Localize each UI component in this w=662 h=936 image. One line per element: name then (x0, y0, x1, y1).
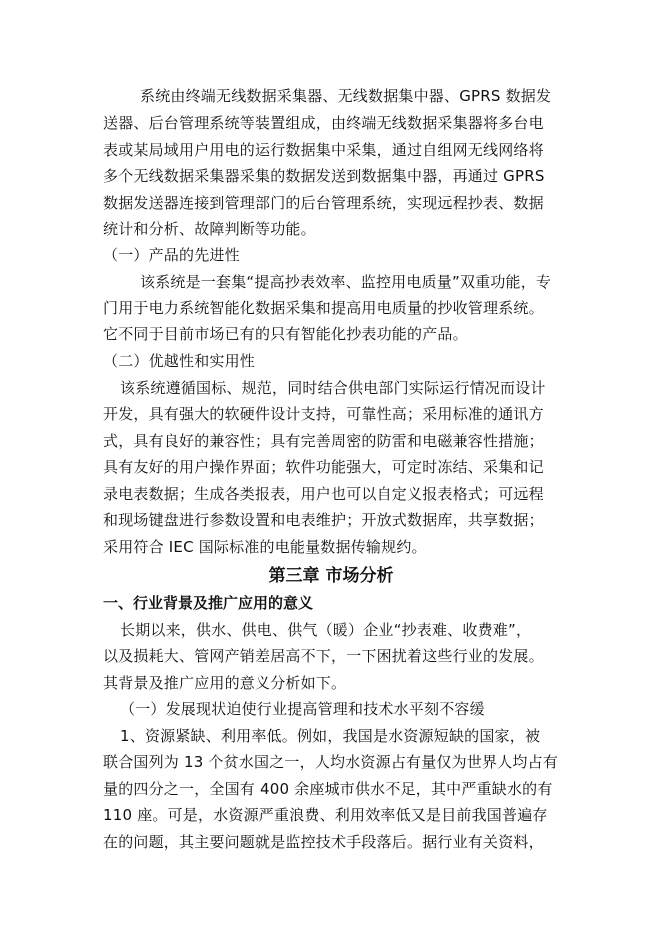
subheading: （二）优越性和实用性 (103, 352, 256, 370)
paragraph-line: 110 座。可是，水资源严重浪费、利用效率低又是目前我国普遍存 (103, 806, 548, 824)
paragraph-line: 表或某局域用户用电的运行数据集中采集，通过自组网无线网络将 (103, 141, 544, 159)
paragraph-line: 在的问题，其主要问题就是监控技术手段落后。据行业有关资料， (103, 833, 544, 851)
paragraph-line: 该系统是一套集“提高抄表效率、监控用电质量”双重功能，专 (140, 273, 552, 291)
paragraph-line: 具有友好的用户操作界面；软件功能强大，可定时冻结、采集和记 (103, 458, 544, 476)
paragraph-line: 门用于电力系统智能化数据采集和提高用电质量的抄收管理系统。 (103, 299, 544, 317)
chapter-title: 第三章 市场分析 (268, 566, 394, 586)
paragraph-line: 它不同于目前市场已有的只有智能化抄表功能的产品。 (103, 325, 468, 343)
paragraph-line: 该系统遵循国标、规范，同时结合供电部门实际运行情况而设计 (120, 379, 546, 397)
paragraph-line: 以及损耗大、管网产销差居高不下，一下困扰着这些行业的发展。 (103, 647, 544, 665)
paragraph-line: 开发，具有强大的软硬件设计支持，可靠性高；采用标准的通讯方 (103, 405, 544, 423)
subheading: （一）发展现状迫使行业提高管理和技术水平刻不容缓 (120, 700, 485, 718)
subheading: （一）产品的先进性 (103, 246, 240, 264)
paragraph-line: 量的四分之一，全国有 400 余座城市供水不足，其中严重缺水的有 (103, 780, 553, 798)
paragraph-line: 系统由终端无线数据采集器、无线数据集中器、GPRS 数据发 (140, 87, 552, 105)
paragraph-line: 其背景及推广应用的意义分析如下。 (103, 674, 347, 692)
paragraph-line: 和现场键盘进行参数设置和电表维护；开放式数据库，共享数据； (103, 511, 544, 529)
paragraph-line: 联合国列为 13 个贫水国之一，人均水资源占有量仅为世界人均占有 (103, 753, 559, 771)
paragraph-line: 录电表数据；生成各类报表，用户也可以自定义报表格式；可远程 (103, 485, 544, 503)
paragraph-line: 送器、后台管理系统等装置组成，由终端无线数据采集器将多台电 (103, 114, 544, 132)
paragraph-line: 统计和分析、故障判断等功能。 (103, 220, 316, 238)
paragraph-line: 1、资源紧缺、利用率低。例如，我国是水资源短缺的国家，被 (120, 727, 541, 745)
section-heading: 一、行业背景及推广应用的意义 (103, 594, 314, 612)
paragraph-line: 长期以来，供水、供电、供气（暖）企业“抄表难、收费难”， (120, 621, 532, 639)
paragraph-line: 数据发送器连接到管理部门的后台管理系统，实现远程抄表、数据 (103, 194, 544, 212)
paragraph-line: 采用符合 IEC 国际标准的电能量数据传输规约。 (103, 538, 427, 556)
paragraph-line: 多个无线数据采集器采集的数据发送到数据集中器，再通过 GPRS (103, 167, 545, 185)
paragraph-line: 式，具有良好的兼容性；具有完善周密的防雷和电磁兼容性措施； (103, 432, 544, 450)
